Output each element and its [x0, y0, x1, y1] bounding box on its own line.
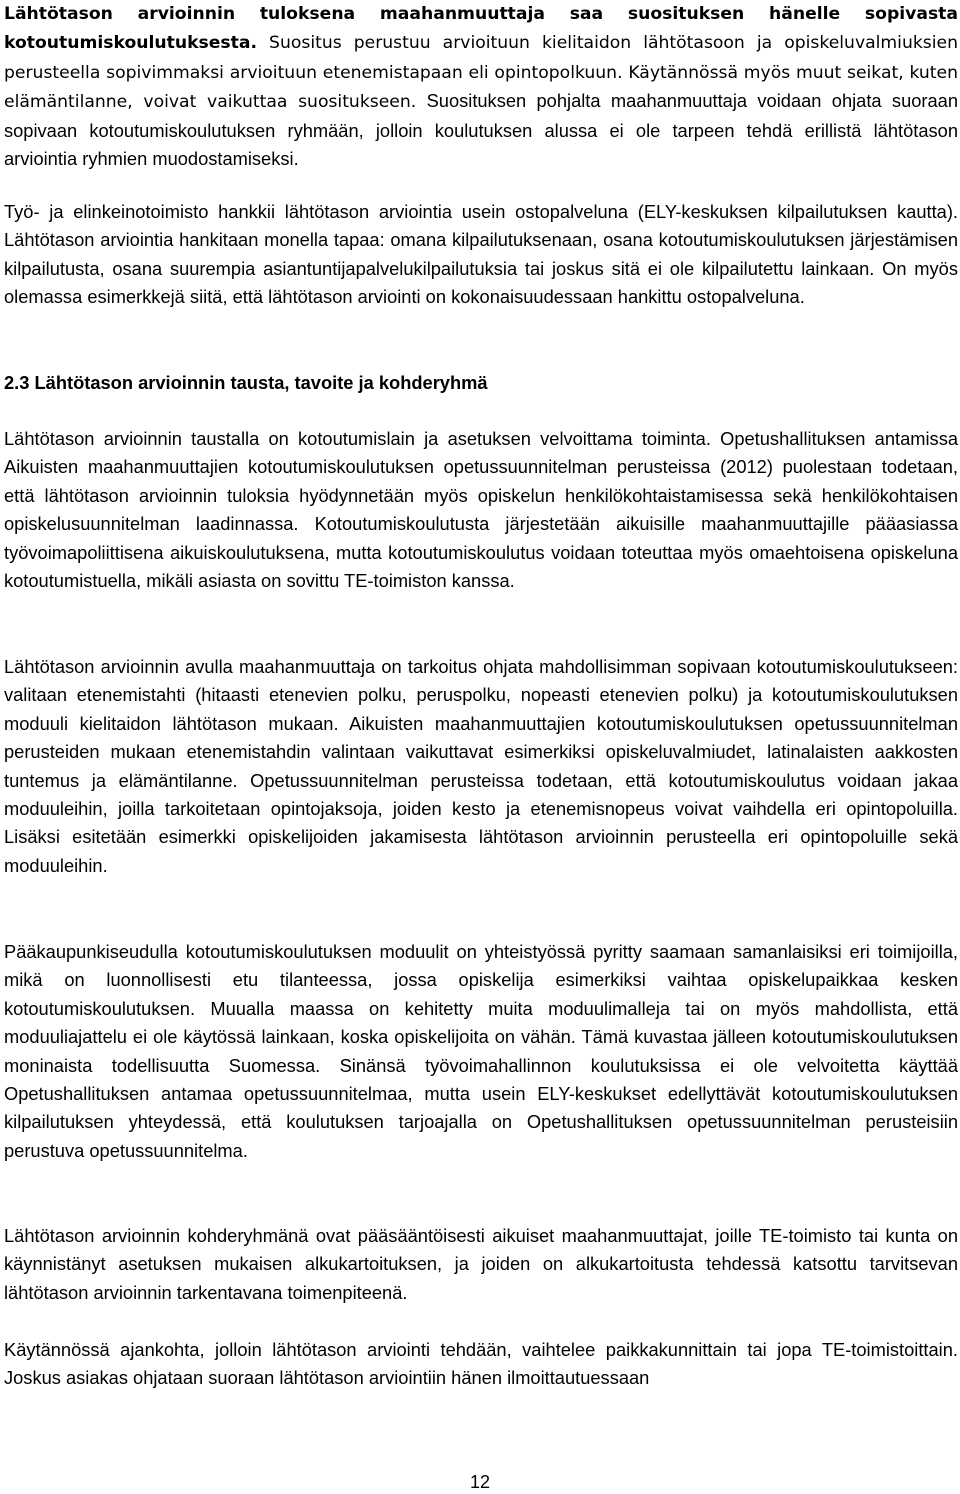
- page-number: 12: [469, 1472, 491, 1492]
- paragraph-target-group: Lähtötason arvioinnin kohderyhmänä ovat pääsääntöisesti aikuiset maahanmuuttajat, joille TE-toimisto tai kunta on käynnistänyt asetuksen mukaisen alkukartoituksen, ja joiden on alkukartoitusta tehdessä katsottu tarvitsevan lähtötason arvioinnin tarkentavana toimenpiteenä.: [4, 1225, 958, 1303]
- paragraph-procurement: Työ- ja elinkeinotoimisto hankkii lähtötason arviointia usein ostopalveluna (ELY-keskuksen kilpailutuksen kautta). Lähtötason arviointia hankitaan monella tapaa: omana kilpailutuksenaan, osana kotoutumiskoulutuksen järjestämisen kilpailutusta, osana suurempia asiantuntijapalvelukilpailutuksia tai joskus sitä ei ole kilpailutettu lainkaan. On myös olemassa esimerkkejä siitä, että lähtötason arviointi on kokonaisuudessaan hankittu ostopalveluna.: [4, 201, 958, 308]
- section-number: 2.3: [4, 372, 30, 393]
- intro-rest-text: Suosituksen pohjalta maahanmuuttaja voidaan ohjata suoraan sopivaan kotoutumiskoulutuksen ryhmään, jolloin koulutuksen alussa ei ole tarpeen tehdä erillistä lähtötason arviointia ryhmien muodostamiseksi.: [4, 90, 958, 170]
- section-title: Lähtötason arvioinnin tausta, tavoite ja kohderyhmä: [29, 372, 488, 393]
- paragraph-timing: Käytännössä ajankohta, jolloin lähtötason arviointi tehdään, vaihtelee paikkakunnittain tai jopa TE-toimistoittain. Joskus asiakas ohjataan suoraan lähtötason arviointiin hänen ilmoittautuessaan: [4, 1339, 958, 1389]
- paragraph-background: Lähtötason arvioinnin taustalla on kotoutumislain ja asetuksen velvoittama toiminta. Opetushallituksen antamissa Aikuisten maahanmuuttajien kotoutumiskoulutuksen opetussuunnitelman perusteissa (2012) puolestaan todetaan, että lähtötason arvioinnin tuloksia hyödynnetään myös opiskelun henkilökohtaistamisessa sekä henkilökohtaisen opiskelusuunnitelman laadinnassa. Kotoutumiskoulutusta järjestetään aikuisille maahanmuuttajille pääasiassa työvoimapoliittisena aikuiskoulutuksena, mutta kotoutumiskoulutus voidaan toteuttaa myös omaehtoisena opiskeluna kotoutumistuella, mikäli asiasta on sovittu TE-toimiston kanssa.: [4, 428, 958, 592]
- paragraph-purpose: Lähtötason arvioinnin avulla maahanmuuttaja on tarkoitus ohjata mahdollisimman sopivaan kotoutumiskoulutukseen: valitaan etenemistahti (hitaasti etenevien polku, peruspolku, nopeasti etenevien polku) ja kotoutumiskoulutuksen moduuli kielitaidon lähtötason mukaan. Aikuisten maahanmuuttajien kotoutumiskoulutuksen opetussuunnitelman perusteiden mukaan etenemistahdin valintaan vaikuttavat esimerkiksi opiskeluvalmiudet, latinalaisten aakkosten tuntemus ja elämäntilanne. Opetussuunnitelman perusteissa todetaan, että kotoutumiskoulutus voidaan jakaa moduuleihin, joilla tarkoitetaan opintojaksoja, joiden kesto ja etenemisnopeus voivat vaihdella eri opintopoluilla. Lisäksi esitetään esimerkki opiskelijoiden jakamisesta lähtötason arvioinnin perusteella eri opintopoluille sekä moduuleihin.: [4, 656, 958, 876]
- section-heading: [4, 369, 488, 397]
- paragraph-intro: [4, 0, 958, 173]
- paragraph-modules: Pääkaupunkiseudulla kotoutumiskoulutuksen moduulit on yhteistyössä pyritty saamaan samanlaisiksi eri toimijoilla, mikä on luonnollisesti etu tilanteessa, jossa opiskelija esimerkiksi vaihtaa opiskelupaikkaa kesken kotoutumiskoulutuksen. Muualla maassa on kehitetty muita moduulimalleja tai on myös mahdollista, että moduuliajattelu ei ole käytössä lainkaan, koska opiskelijoita on vähän. Tämä kuvastaa jälleen kotoutumiskoulutuksen moninaista todellisuutta Suomessa. Sinänsä työvoimahallinnon koulutuksissa ei ole velvoitetta käyttää Opetushallituksen antamaa opetussuunnitelmaa, mutta usein ELY-keskukset edellyttävät kotoutumiskoulutuksen kilpailutuksen yhteydessä, että koulutuksen tarjoajalla on Opetushallituksen opetussuunnitelman perusteisiin perustuva opetussuunnitelma.: [4, 941, 958, 1161]
- intro-text: Suositus perustuu arvioituun kielitaidon lähtötasoon ja opiskeluvalmiuksien perusteella sopivimmaksi arvioituun etenemistapaan eli opintopolkuun. Käytännössä myös muut seikat, kuten elämäntilanne, voivat vaikuttaa suositukseen.: [4, 33, 958, 113]
- intro-bold-text: Lähtötason arvioinnin tuloksena maahanmuuttaja saa suosituksen hänelle sopivasta kotoutumiskoulutuksesta.: [4, 4, 958, 54]
